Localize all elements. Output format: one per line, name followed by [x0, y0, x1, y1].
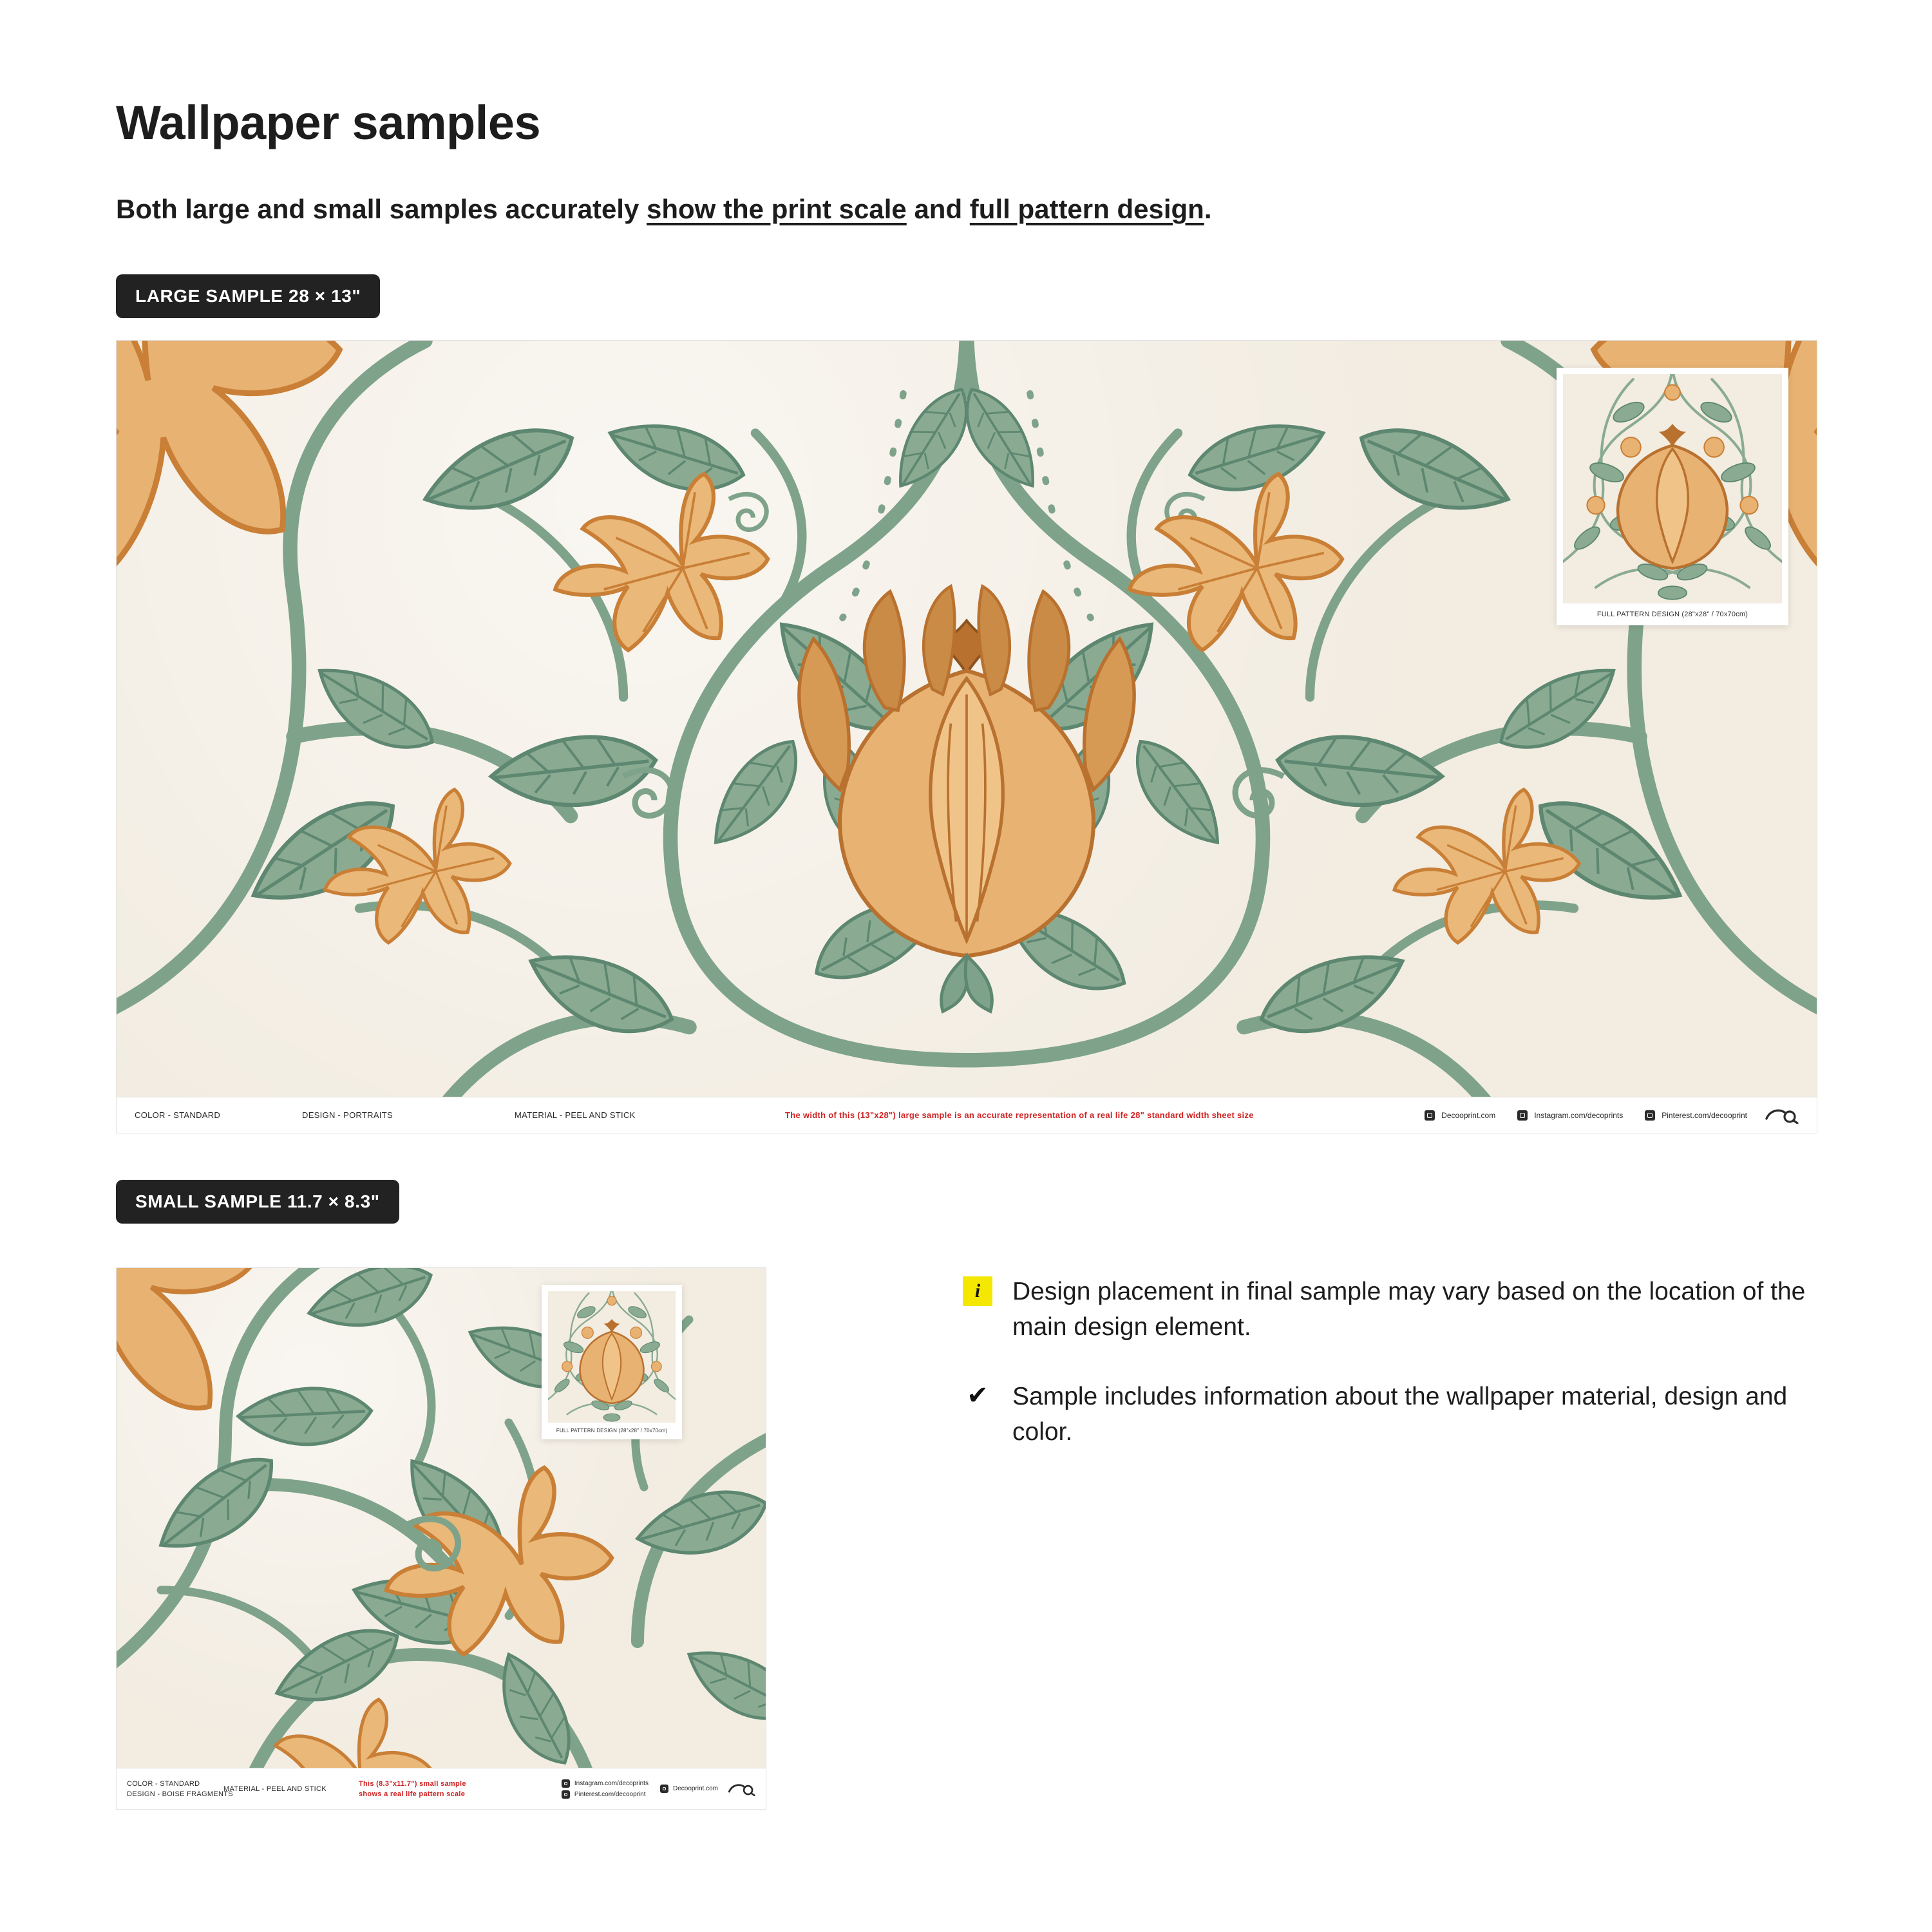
strip-link-pinterest-small-label: Pinterest.com/decooprint	[574, 1790, 646, 1798]
brand-logo-icon	[1764, 1107, 1799, 1124]
strip-scale-note-line1: This (8.3"x11.7") small sample	[359, 1779, 466, 1788]
strip-link-pinterest-label: Pinterest.com/decooprint	[1662, 1110, 1747, 1120]
swatch-pattern-image	[1563, 374, 1782, 603]
strip-link-website-label: Decooprint.com	[1441, 1110, 1496, 1120]
note-item	[960, 1274, 1816, 1345]
small-sample-image	[116, 1267, 766, 1810]
strip-link-instagram-label: Instagram.com/decoprints	[1534, 1110, 1624, 1120]
strip-link-pinterest-small[interactable]	[562, 1790, 649, 1799]
subtitle-underline-print-scale: show the print scale	[647, 194, 907, 225]
swatch-caption: FULL PATTERN DESIGN (28"x28" / 70x70cm)	[1596, 611, 1748, 619]
strip-link-pinterest[interactable]	[1645, 1110, 1747, 1121]
strip-link-website-small-label: Decooprint.com	[672, 1785, 718, 1793]
swatch-caption-small: FULL PATTERN DESIGN (28"x28" / 70x70cm)	[556, 1428, 668, 1434]
subtitle-lead: Both large and small samples accurately	[116, 194, 647, 225]
subtitle-underline-full-pattern: full pattern design	[969, 194, 1204, 225]
note-text: Sample includes information about the wallpaper material, design and color.	[1012, 1382, 1788, 1446]
notes-list	[960, 1274, 1816, 1484]
globe-icon	[1425, 1110, 1435, 1121]
small-sample-badge: SMALL SAMPLE 11.7 × 8.3"	[116, 1180, 399, 1224]
strip-link-website-small[interactable]	[660, 1785, 718, 1793]
page-subtitle	[116, 191, 1816, 228]
strip-scale-note: The width of this (13"x28") large sample is an accurate representation of a real life 28" standard width sheet size	[785, 1110, 1254, 1121]
strip-design: DESIGN - PORTRAITS	[302, 1110, 393, 1121]
note-icon-wrap	[960, 1274, 996, 1306]
pinterest-icon	[562, 1790, 570, 1799]
instagram-icon	[562, 1779, 570, 1788]
strip-link-instagram[interactable]	[1517, 1110, 1623, 1121]
strip-scale-note-line2: shows a real life pattern scale	[359, 1790, 466, 1798]
instagram-icon	[1517, 1110, 1528, 1121]
page-title: Wallpaper samples	[116, 96, 541, 149]
note-item	[960, 1379, 1816, 1450]
strip-color: COLOR - STANDARD	[135, 1110, 221, 1121]
strip-link-instagram-small-label: Instagram.com/decoprints	[574, 1779, 649, 1787]
brand-logo-icon-small	[727, 1782, 755, 1796]
note-text: Design placement in final sample may vary based on the location of the main design element.	[1012, 1278, 1806, 1341]
subtitle-tail: .	[1204, 194, 1212, 225]
strip-material: MATERIAL - PEEL AND STICK	[515, 1110, 636, 1121]
note-icon-wrap	[960, 1379, 996, 1410]
info-icon: i	[963, 1276, 992, 1306]
strip-design-small: DESIGN - BOISE FRAGMENTS	[127, 1790, 233, 1798]
subtitle-middle: and	[906, 194, 970, 225]
strip-link-instagram-small[interactable]	[562, 1779, 649, 1788]
strip-link-website[interactable]	[1425, 1110, 1495, 1121]
large-sample-info-strip	[117, 1097, 1817, 1133]
swatch-pattern-image-small	[548, 1291, 676, 1423]
check-icon: ✔	[967, 1381, 989, 1410]
large-sample-image	[116, 340, 1817, 1133]
strip-links-small-group	[562, 1779, 649, 1799]
large-sample-badge: LARGE SAMPLE 28 × 13"	[116, 274, 380, 318]
small-sample-row	[116, 1245, 1816, 1810]
strip-color-design-group	[127, 1779, 233, 1798]
small-sample-info-strip	[117, 1768, 766, 1809]
strip-color-small: COLOR - STANDARD	[127, 1779, 200, 1788]
strip-scale-note-small	[359, 1780, 481, 1798]
pinterest-icon	[1645, 1110, 1655, 1121]
strip-material-small: MATERIAL - PEEL AND STICK	[223, 1785, 327, 1793]
globe-icon	[660, 1785, 668, 1793]
large-sample-full-pattern-swatch	[1557, 368, 1788, 625]
small-sample-full-pattern-swatch	[542, 1285, 682, 1439]
